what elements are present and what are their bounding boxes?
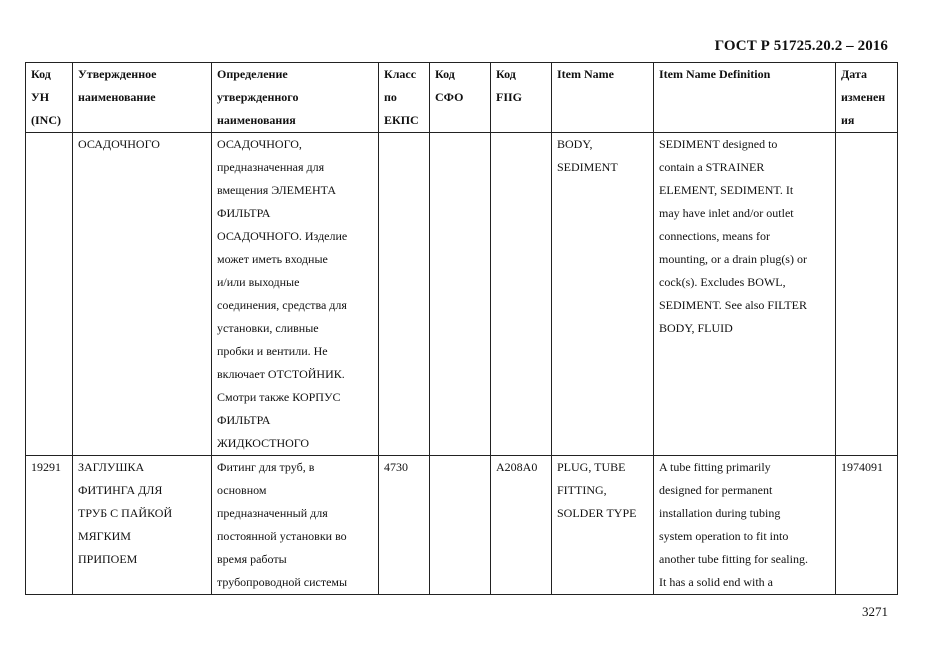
cell-item-definition: A tube fitting primarily designed for permanent installation during tubing system operation to fit into another tube fitting for sealing. It has a solid end with a <box>654 456 836 595</box>
cell-change-date <box>836 133 898 456</box>
cell-item-name: PLUG, TUBE FITTING, SOLDER TYPE <box>552 456 654 595</box>
cell-change-date: 1974091 <box>836 456 898 595</box>
document-title: ГОСТ Р 51725.20.2 – 2016 <box>714 38 888 54</box>
column-header-item-name: Item Name <box>552 63 654 133</box>
cell-definition: ОСАДОЧНОГО, предназначенная для вмещения ЭЛЕМЕНТА ФИЛЬТРА ОСАДОЧНОГО. Изделие может иметь входные и/или выходные соединения, средства для установки, сливные пробки и вентили. Не включает ОТСТОЙНИК. Смотри также КОРПУС ФИЛЬТРА ЖИДКОСТНОГО <box>212 133 379 456</box>
column-header-ekps-class: Класс по ЕКПС <box>379 63 430 133</box>
header-row <box>26 63 898 133</box>
cell-item-name: BODY, SEDIMENT <box>552 133 654 456</box>
cell-fiig-code <box>491 133 552 456</box>
catalog-table <box>25 62 898 595</box>
cell-sfo-code <box>430 133 491 456</box>
cell-ekps-class: 4730 <box>379 456 430 595</box>
column-header-item-definition: Item Name Definition <box>654 63 836 133</box>
cell-sfo-code <box>430 456 491 595</box>
page-number: 3271 <box>862 604 888 619</box>
cell-definition: Фитинг для труб, в основном предназначенный для постоянной установки во время работы трубопроводной системы <box>212 456 379 595</box>
column-header-sfo-code: Код СФО <box>430 63 491 133</box>
table-row <box>26 456 898 595</box>
column-header-change-date: Дата изменен ия <box>836 63 898 133</box>
column-header-definition: Определение утвержденного наименования <box>212 63 379 133</box>
column-header-fiig-code: Код FIIG <box>491 63 552 133</box>
table-row <box>26 133 898 456</box>
cell-approved-name: ЗАГЛУШКА ФИТИНГА ДЛЯ ТРУБ С ПАЙКОЙ МЯГКИМ ПРИПОЕМ <box>73 456 212 595</box>
cell-fiig-code: A208A0 <box>491 456 552 595</box>
cell-approved-name: ОСАДОЧНОГО <box>73 133 212 456</box>
cell-ekps-class <box>379 133 430 456</box>
cell-item-definition: SEDIMENT designed to contain a STRAINER ELEMENT, SEDIMENT. It may have inlet and/or outlet connections, means for mounting, or a drain plug(s) or cock(s). Excludes BOWL, SEDIMENT. See also FILTER BODY, FLUID <box>654 133 836 456</box>
cell-inc: 19291 <box>26 456 73 595</box>
column-header-approved-name: Утвержденное наименование <box>73 63 212 133</box>
column-header-inc: Код УН (INC) <box>26 63 73 133</box>
cell-inc <box>26 133 73 456</box>
